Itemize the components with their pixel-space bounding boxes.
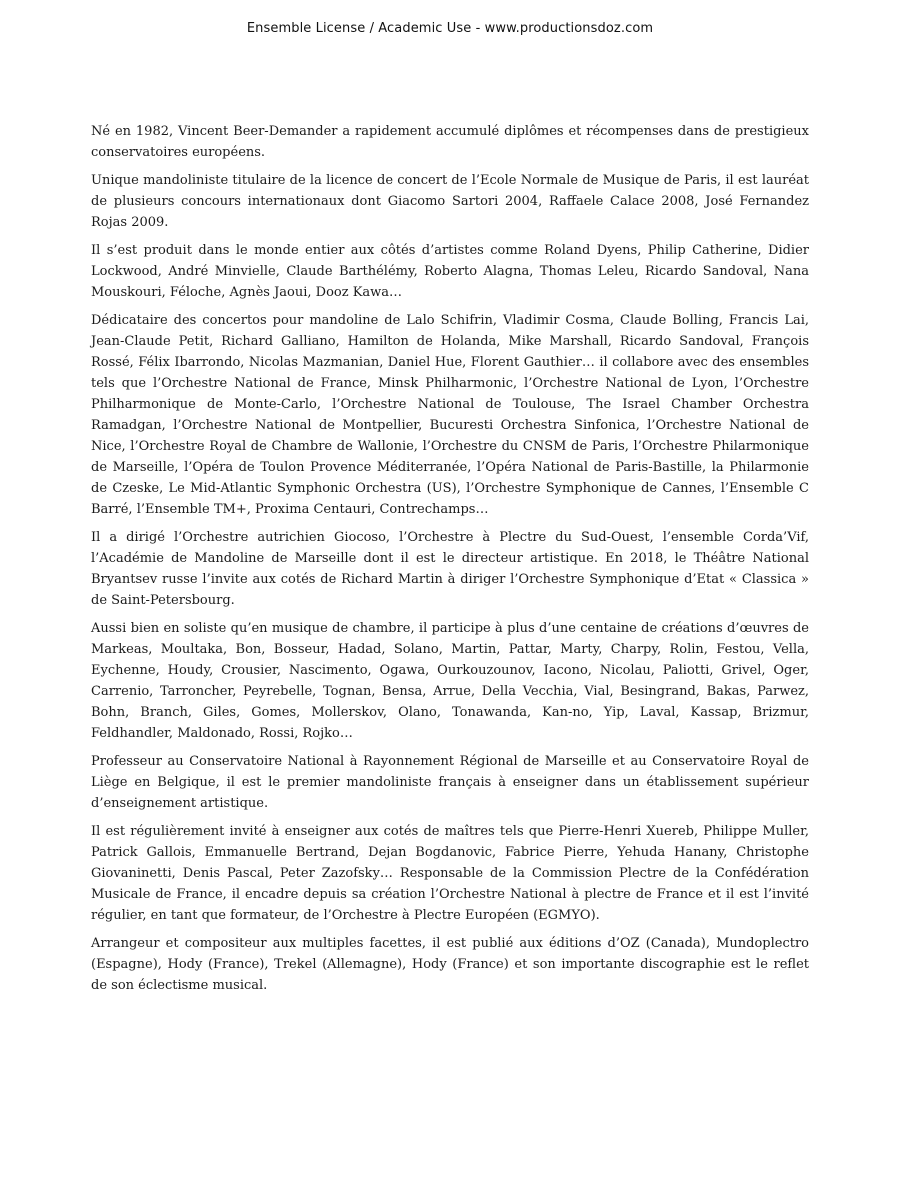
bio-paragraph-concertos: Dédicataire des concertos pour mandoline de Lalo Schifrin, Vladimir Cosma, Claude Bolling, Francis Lai, Jean-Claude Petit, Richard Galliano, Hamilton de Holanda, Mike Marshall, Ricardo Sandoval, François Rossé, Félix Ibarrondo, Nicolas Mazmanian, Daniel Hue, Florent Gauthier… il collabore avec des ensembles tels que l’Orchestre National de France, Minsk Philharmonic, l’Orchestre National de Lyon, l’Orchestre Philharmonique de Monte-Carlo, l’Orchestre National de Toulouse, The Israel Chamber Orchestra Ramadgan, l’Orchestre National de Montpellier, Bucuresti Orchestra Sinfonica, l’Orchestre National de Nice, l’Orchestre Royal de Chambre de Wallonie, l’Orchestre du CNSM de Paris, l’Orchestre Philarmonique de Marseille, l’Opéra de Toulon Provence Méditerranée, l’Opéra National de Paris-Bastille, la Philarmonie de Czeske, Le Mid-Atlantic Symphonic Orchestra (US), l’Orchestre Symphonique de Cannes, l’Ensemble C Barré, l’Ensemble TM+, Proxima Centauri, Contrechamps… bbox=[91, 313, 809, 517]
bio-paragraph-publications: Arrangeur et compositeur aux multiples facettes, il est publié aux éditions d’OZ (Canada), Mundoplectro (Espagne), Hody (France), Trekel (Allemagne), Hody (France) et son importante discographie est le reflet de son éclectisme musical. bbox=[91, 936, 809, 993]
bio-paragraph-collaborations: Il s’est produit dans le monde entier aux côtés d’artistes comme Roland Dyens, Philip Catherine, Didier Lockwood, André Minvielle, Claude Barthélémy, Roberto Alagna, Thomas Leleu, Ricardo Sandoval, Nana Mouskouri, Féloche, Agnès Jaoui, Dooz Kawa… bbox=[91, 243, 809, 300]
bio-paragraph-birth: Né en 1982, Vincent Beer-Demander a rapidement accumulé diplômes et récompenses dans de prestigieux conservatoires européens. bbox=[91, 124, 809, 160]
bio-paragraph-awards: Unique mandoliniste titulaire de la licence de concert de l’Ecole Normale de Musique de Paris, il est lauréat de plusieurs concours internationaux dont Giacomo Sartori 2004, Raffaele Calace 2008, José Fernandez Rojas 2009. bbox=[91, 173, 809, 230]
bio-paragraph-masterclasses: Il est régulièrement invité à enseigner aux cotés de maîtres tels que Pierre-Henri Xuereb, Philippe Muller, Patrick Gallois, Emmanuelle Bertrand, Dejan Bogdanovic, Fabrice Pierre, Yehuda Hanany, Christophe Giovaninetti, Denis Pascal, Peter Zazofsky… Responsable de la Commission Plectre de la Confédération Musicale de France, il encadre depuis sa création l’Orchestre National à plectre de France et il est l’invité régulier, en tant que formateur, de l’Orchestre à Plectre Européen (EGMYO). bbox=[91, 824, 809, 923]
bio-paragraph-teaching: Professeur au Conservatoire National à Rayonnement Régional de Marseille et au Conservatoire Royal de Liège en Belgique, il est le premier mandoliniste français à enseigner dans un établissement supérieur d’enseignement artistique. bbox=[91, 754, 809, 811]
biography-text bbox=[91, 121, 809, 1003]
bio-paragraph-conducting: Il a dirigé l’Orchestre autrichien Giocoso, l’Orchestre à Plectre du Sud-Ouest, l’ensemble Corda’Vif, l’Académie de Mandoline de Marseille dont il est le directeur artistique. En 2018, le Théâtre National Bryantsev russe l’invite aux cotés de Richard Martin à diriger l’Orchestre Symphonique d’Etat « Classica » de Saint-Petersbourg. bbox=[91, 530, 809, 608]
license-header: Ensemble License / Academic Use - www.productionsdoz.com bbox=[246, 21, 654, 36]
bio-paragraph-creations: Aussi bien en soliste qu’en musique de chambre, il participe à plus d’une centaine de créations d’œuvres de Markeas, Moultaka, Bon, Bosseur, Hadad, Solano, Martin, Pattar, Marty, Charpy, Rolin, Festou, Vella, Eychenne, Houdy, Crousier, Nascimento, Ogawa, Ourkouzounov, Iacono, Nicolau, Paliotti, Grivel, Oger, Carrenio, Tarroncher, Peyrebelle, Tognan, Bensa, Arrue, Della Vecchia, Vial, Besingrand, Bakas, Parwez, Bohn, Branch, Giles, Gomes, Mollerskov, Olano, Tonawanda, Kan-no, Yip, Laval, Kassap, Brizmur, Feldhandler, Maldonado, Rossi, Rojko… bbox=[91, 621, 809, 741]
